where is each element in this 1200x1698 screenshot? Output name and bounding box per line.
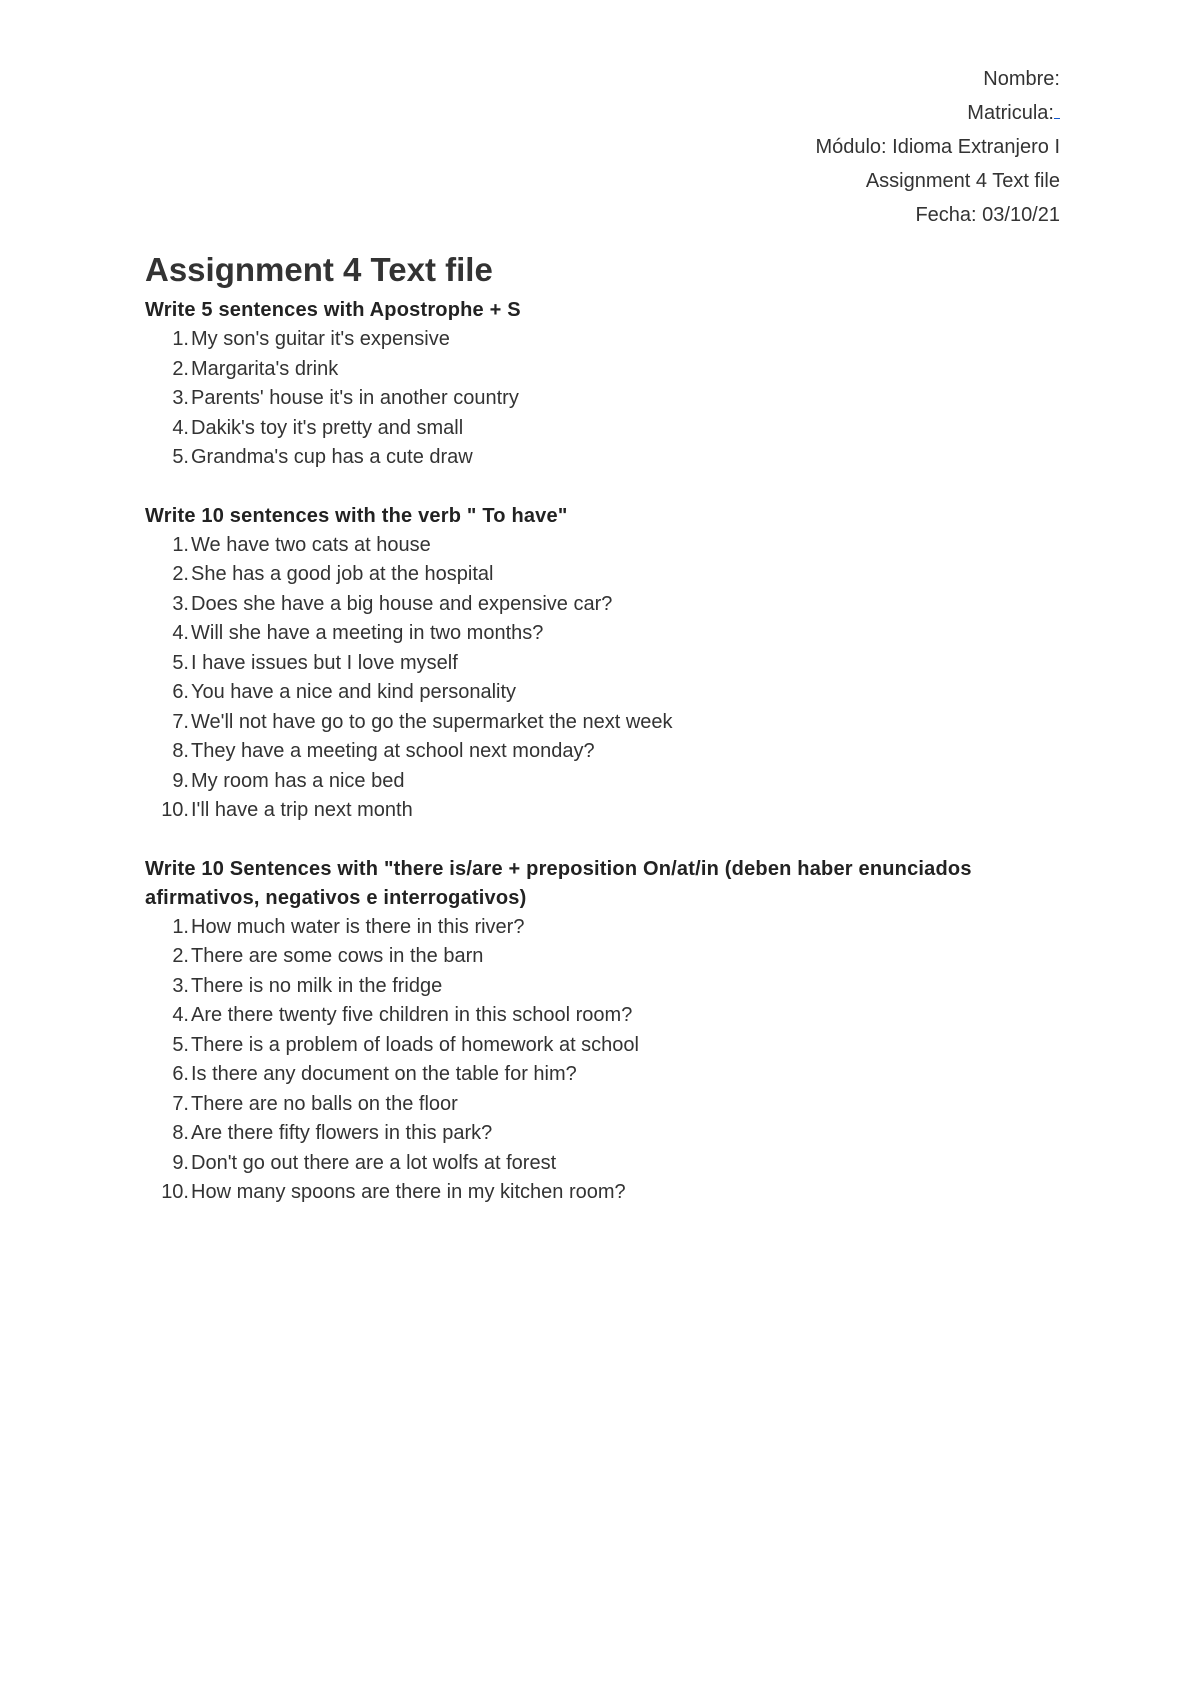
item-number: 9. xyxy=(172,1151,189,1174)
list-item xyxy=(145,1178,1065,1208)
section-heading: Write 10 Sentences with "there is/are + preposition On/at/in (deben haber enunciados afirmativos, negativos e interrogativos) xyxy=(145,857,972,909)
item-number: 6. xyxy=(172,1063,189,1085)
spacer xyxy=(145,473,1065,502)
item-text: There is no milk in the fridge xyxy=(191,974,443,997)
assignment-line: Assignment 4 Text file xyxy=(865,170,1060,192)
document-title: Assignment 4 Text file xyxy=(145,251,493,288)
item-text: We have two cats at house xyxy=(191,533,431,556)
item-text: There are no balls on the floor xyxy=(191,1092,458,1115)
list-item xyxy=(145,942,1065,972)
item-number: 1. xyxy=(172,328,189,350)
item-text: There are some cows in the barn xyxy=(191,945,484,967)
item-number: 3. xyxy=(172,387,189,409)
list-item xyxy=(145,796,1065,826)
item-number: 3. xyxy=(172,592,189,615)
item-text: I have issues but I love myself xyxy=(191,651,458,674)
list-item xyxy=(145,767,1065,797)
item-text: I'll have a trip next month xyxy=(191,799,413,821)
item-number: 5. xyxy=(172,651,189,674)
item-number: 3. xyxy=(172,974,189,997)
item-number: 1. xyxy=(172,533,189,556)
list-item xyxy=(145,1090,1065,1120)
list-item xyxy=(145,619,1065,649)
list-item xyxy=(145,708,1065,738)
item-number: 4. xyxy=(172,1004,189,1026)
matricula-label: Matricula: xyxy=(967,102,1054,124)
list-item xyxy=(145,384,1065,414)
item-number: 8. xyxy=(172,740,189,762)
item-number: 5. xyxy=(172,1033,189,1056)
item-number: 7. xyxy=(172,1092,189,1115)
item-text: They have a meeting at school next monday? xyxy=(191,740,595,762)
list-item xyxy=(145,1149,1065,1179)
nombre-line: Nombre: xyxy=(983,68,1060,90)
list-item xyxy=(145,972,1065,1002)
item-number: 9. xyxy=(172,769,189,792)
list-item xyxy=(145,1001,1065,1031)
list-item xyxy=(145,913,1065,943)
list-item xyxy=(145,414,1065,444)
list-item xyxy=(145,560,1065,590)
item-number: 2. xyxy=(172,563,189,585)
fecha-line: Fecha: 03/10/21 xyxy=(915,204,1060,226)
matricula-line xyxy=(815,96,1060,130)
list-item xyxy=(145,649,1065,679)
list-item xyxy=(145,355,1065,385)
item-text: She has a good job at the hospital xyxy=(191,563,494,585)
item-text: We'll not have go to go the supermarket the next week xyxy=(191,710,673,733)
list-item xyxy=(145,737,1065,767)
item-number: 7. xyxy=(172,710,189,733)
section-heading: Write 10 sentences with the verb " To have" xyxy=(145,504,568,527)
item-text: My room has a nice bed xyxy=(191,769,405,792)
item-text: Don't go out there are a lot wolfs at forest xyxy=(191,1151,557,1174)
matricula-blank xyxy=(1054,100,1060,119)
item-text: My son's guitar it's expensive xyxy=(191,328,450,350)
item-text: Is there any document on the table for him? xyxy=(191,1063,577,1085)
item-number: 10. xyxy=(161,799,189,821)
list-item xyxy=(145,1060,1065,1090)
item-text: Does she have a big house and expensive car? xyxy=(191,592,613,615)
sentence-list xyxy=(145,913,1065,1208)
header-info xyxy=(815,62,1060,232)
sentence-list xyxy=(145,325,1065,473)
section-heading: Write 5 sentences with Apostrophe + S xyxy=(145,299,521,321)
item-text: You have a nice and kind personality xyxy=(191,681,517,703)
item-text: There is a problem of loads of homework at school xyxy=(191,1033,639,1056)
item-text: How much water is there in this river? xyxy=(191,915,525,938)
item-number: 4. xyxy=(172,416,189,439)
item-text: Are there twenty five children in this school room? xyxy=(191,1004,633,1026)
list-item xyxy=(145,678,1065,708)
section-apostrophe xyxy=(145,296,1065,473)
item-number: 10. xyxy=(161,1181,189,1203)
sentence-list xyxy=(145,531,1065,826)
list-item xyxy=(145,590,1065,620)
document-body xyxy=(145,250,1065,1208)
item-text: Dakik's toy it's pretty and small xyxy=(191,416,464,439)
item-number: 2. xyxy=(172,357,189,380)
item-text: Are there fifty flowers in this park? xyxy=(191,1122,493,1144)
item-number: 2. xyxy=(172,945,189,967)
item-number: 6. xyxy=(172,681,189,703)
list-item xyxy=(145,443,1065,473)
item-number: 4. xyxy=(172,622,189,644)
modulo-line: Módulo: Idioma Extranjero I xyxy=(815,136,1060,158)
section-there-is-are xyxy=(145,855,1065,1208)
spacer xyxy=(145,826,1065,855)
list-item xyxy=(145,1031,1065,1061)
item-text: Will she have a meeting in two months? xyxy=(191,622,544,644)
section-to-have xyxy=(145,502,1065,826)
item-text: Parents' house it's in another country xyxy=(191,387,519,409)
item-text: Grandma's cup has a cute draw xyxy=(191,446,473,468)
item-text: How many spoons are there in my kitchen room? xyxy=(191,1181,626,1203)
list-item xyxy=(145,531,1065,561)
list-item xyxy=(145,325,1065,355)
item-number: 5. xyxy=(172,446,189,468)
list-item xyxy=(145,1119,1065,1149)
item-text: Margarita's drink xyxy=(191,357,339,380)
item-number: 8. xyxy=(172,1122,189,1144)
item-number: 1. xyxy=(172,915,189,938)
